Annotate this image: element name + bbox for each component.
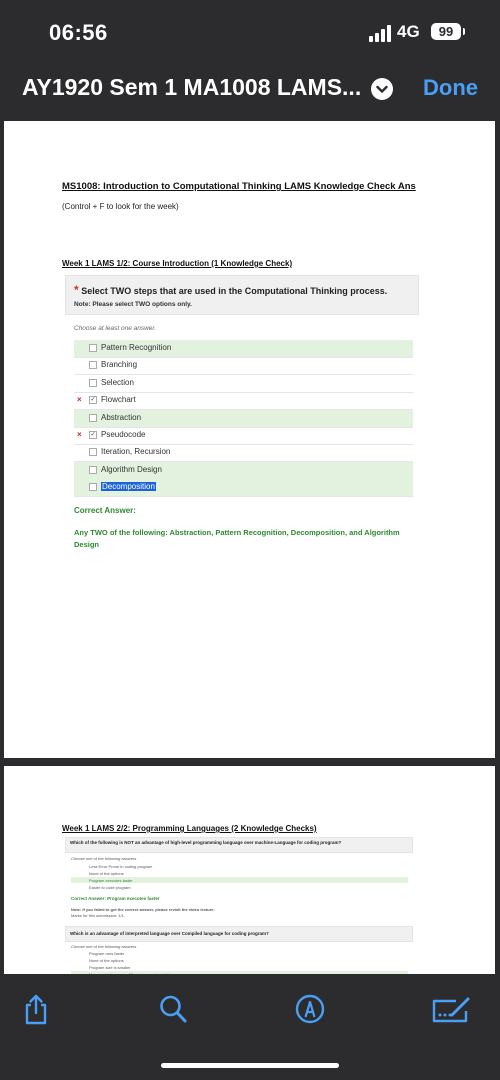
answer-option[interactable]: [74, 357, 413, 375]
answer-note-2: Note: If you failed to get the correct answer, please revisit the video lecture.: [71, 907, 215, 912]
answer-option[interactable]: [74, 392, 413, 410]
question-text-3: Which is an advantage of interpreted language over Compiled language for coding program?: [70, 931, 269, 936]
network-type: 4G: [397, 22, 420, 41]
markup-icon[interactable]: [295, 994, 325, 1029]
home-indicator[interactable]: [161, 1063, 339, 1068]
signal-icon: [369, 24, 393, 42]
option-checkbox[interactable]: [89, 483, 97, 491]
option-checkbox[interactable]: [89, 379, 97, 387]
question-box: [65, 275, 419, 557]
option-checkbox[interactable]: [89, 466, 97, 474]
signature-icon[interactable]: [430, 996, 472, 1029]
title-menu-chevron-icon[interactable]: [371, 78, 393, 100]
list-item: Program executes faster: [71, 877, 408, 883]
doc-title: MS1008: Introduction to Computational Thinking LAMS Knowledge Check Ans: [62, 181, 416, 192]
document-title[interactable]: AY1920 Sem 1 MA1008 LAMS...: [22, 74, 362, 100]
choose-instruction: Choose at least one answer.: [74, 325, 157, 332]
option-label: Iteration, Recursion: [101, 447, 171, 457]
question-header-2: [65, 837, 413, 853]
question-text-2: Which of the following is NOT an advantage of high-level programming language over machine-Language for coding program?: [70, 840, 342, 845]
option-label: Algorithm Design: [101, 464, 162, 474]
question-label: Select TWO steps that are used in the Computational Thinking process.: [81, 286, 388, 296]
share-icon[interactable]: [22, 994, 50, 1031]
question-header: [65, 275, 419, 315]
choose-instruction-2: Choose one of the following answers: [71, 856, 137, 861]
incorrect-mark-icon: ×: [77, 395, 82, 405]
question-header-3: [65, 926, 413, 942]
question-text: [74, 283, 387, 297]
answer-option[interactable]: [74, 427, 413, 445]
correct-answer-label: Correct Answer:: [74, 506, 136, 515]
list-item: Easier to code program: [89, 885, 131, 890]
answer-option[interactable]: [74, 375, 413, 393]
doc-subtitle: (Control + F to look for the week): [62, 202, 179, 211]
incorrect-mark-icon: ×: [77, 430, 82, 439]
battery-tip: [463, 28, 465, 35]
option-checkbox[interactable]: ✓: [90, 397, 96, 404]
answer-option[interactable]: [74, 462, 413, 480]
option-checkbox[interactable]: [89, 414, 97, 422]
option-checkbox[interactable]: [89, 361, 97, 369]
correct-answer-text: Any TWO of the following: Abstraction, Pattern Recognition, Decomposition, and Algorithm Design: [74, 528, 400, 549]
answer-option[interactable]: [74, 479, 413, 497]
answer-option[interactable]: [74, 410, 413, 428]
done-button[interactable]: Done: [423, 75, 478, 100]
question-box-2: [65, 837, 413, 923]
answer-option[interactable]: [74, 340, 413, 358]
option-label: Abstraction: [101, 412, 142, 422]
option-label: Branching: [101, 360, 138, 370]
option-checkbox[interactable]: [89, 448, 97, 456]
option-checkbox[interactable]: ✓: [90, 432, 96, 438]
list-item: Program runs faster: [89, 951, 125, 956]
option-label: Flowchart: [101, 395, 136, 405]
week-heading: Week 1 LAMS 1/2: Course Introduction (1 Knowledge Check): [62, 259, 293, 268]
answer-option[interactable]: [74, 444, 413, 462]
choose-instruction-3: Choose one of the following answers: [71, 944, 137, 949]
option-label: Decomposition: [102, 482, 155, 492]
search-icon[interactable]: [158, 993, 188, 1030]
list-item: Program size is smaller: [89, 965, 131, 970]
pdf-page-2[interactable]: [4, 766, 495, 974]
battery-icon: 99: [431, 23, 461, 40]
week-heading-2: Week 1 LAMS 2/2: Programming Languages (2 Knowledge Checks): [62, 824, 317, 833]
list-item: Less Error Prone in coding program: [89, 864, 153, 869]
required-mark: *: [74, 283, 79, 297]
status-bar: [0, 0, 500, 62]
option-label: Pseudocode: [101, 430, 146, 439]
correct-answer-2: Correct Answer: Program executes faster: [71, 896, 160, 901]
option-checkbox[interactable]: [89, 344, 97, 352]
list-item: None of the options: [89, 958, 124, 963]
marks-2: Marks for this submission: 1/1.: [71, 913, 126, 918]
list-item: None of the options: [89, 871, 124, 876]
status-time: 06:56: [49, 20, 108, 45]
option-label: Pattern Recognition: [101, 343, 172, 352]
question-note: Note: Please select TWO options only.: [74, 301, 192, 308]
pdf-page-1[interactable]: [4, 121, 495, 758]
option-label: Selection: [101, 377, 134, 387]
